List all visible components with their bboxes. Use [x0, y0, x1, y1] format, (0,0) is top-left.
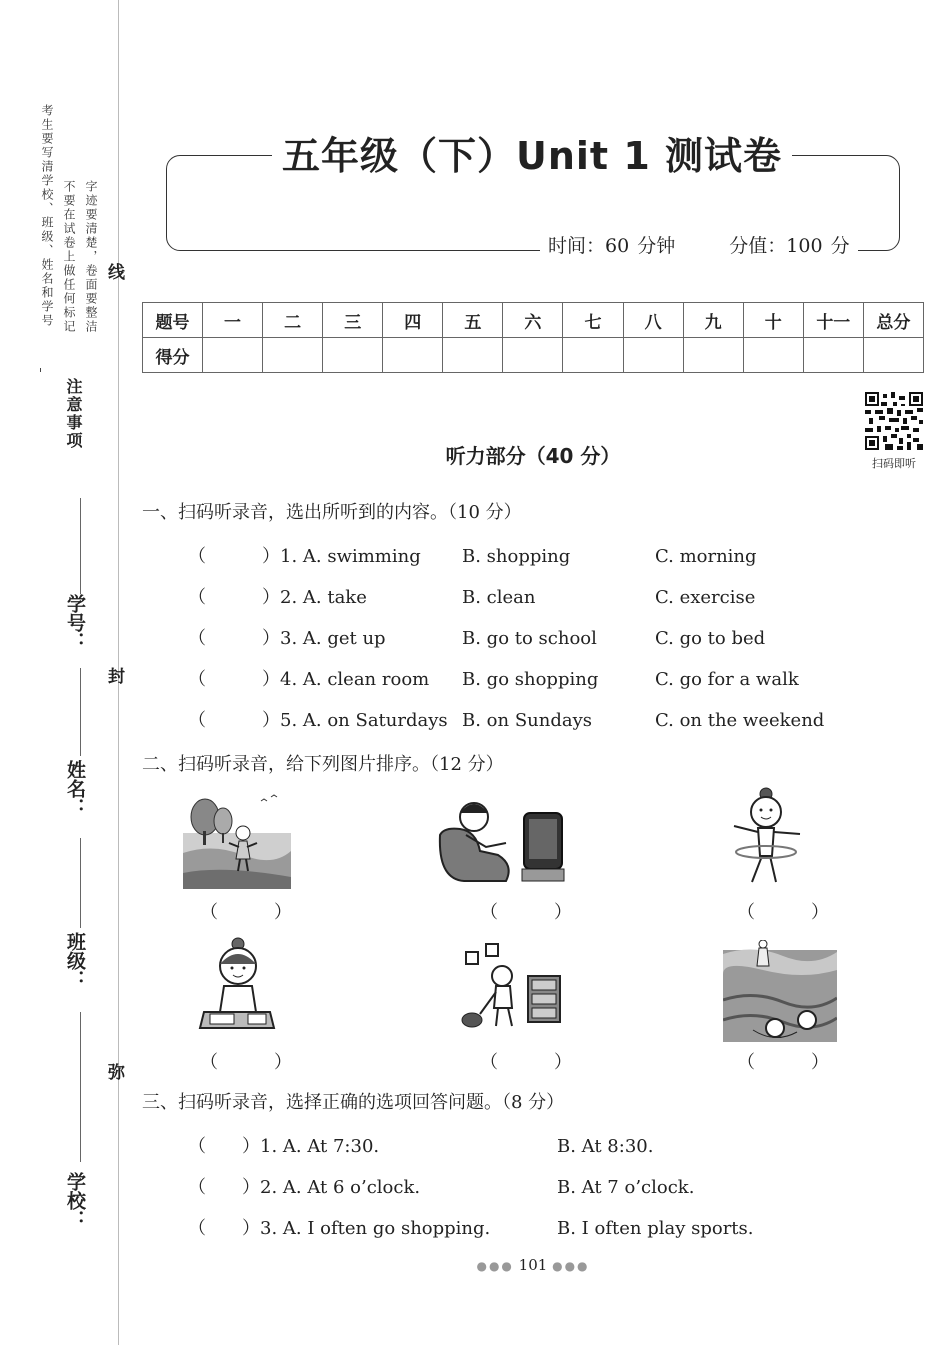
qr-label: 扫码即听: [872, 457, 916, 470]
part1-item-3: [188, 627, 766, 651]
paren-open: （: [200, 902, 218, 923]
part2-heading: [142, 750, 504, 776]
option-b: B. At 7 o’clock.: [557, 1177, 695, 1198]
paren-close: ）: [274, 1052, 292, 1073]
paren-open: （: [737, 902, 755, 923]
watch-tv-picture: [436, 795, 566, 883]
class-label: 班级：: [64, 932, 86, 989]
part1-item-5: [188, 709, 825, 733]
page-title: 五年级（下）Unit 1 测试卷: [272, 128, 792, 184]
option-c: C. on the weekend: [655, 710, 825, 731]
option-a: 4. A. clean room: [280, 669, 430, 690]
score-table-header-row: [143, 303, 924, 338]
picture-answer-1[interactable]: [200, 898, 292, 924]
score-table-col: 七: [563, 303, 623, 338]
page-number: 101: [518, 1256, 548, 1274]
answer-paren-open[interactable]: （: [188, 587, 206, 608]
cut-mark-feng: 封: [108, 667, 125, 687]
option-b: B. go to school: [462, 628, 597, 649]
score-cell[interactable]: [623, 338, 683, 373]
time-limit: 时间：60 分钟: [548, 235, 676, 257]
option-a: 5. A. on Saturdays: [280, 710, 448, 731]
page-dots-left-icon: ●●●: [476, 1259, 514, 1273]
page-number-footer: [0, 1256, 950, 1274]
paren-open: （: [737, 1052, 755, 1073]
part1-heading-text: 一、扫码听录音，选出所听到的内容。: [142, 502, 448, 523]
part2-points: （12 分）: [430, 754, 504, 775]
answer-paren-open[interactable]: （: [188, 710, 206, 731]
name-line[interactable]: [80, 668, 81, 756]
name-label: 姓名：: [64, 760, 86, 817]
score-table-col: 十一: [803, 303, 863, 338]
picture-answer-6[interactable]: [737, 1048, 829, 1074]
option-a: 1. A. At 7:30.: [260, 1136, 380, 1157]
option-c: C. exercise: [655, 587, 756, 608]
answer-paren-close: ）: [242, 1177, 260, 1198]
part2-heading-text: 二、扫码听录音，给下列图片排序。: [142, 754, 430, 775]
total-score: 分值：100 分: [729, 235, 850, 257]
answer-paren-close: ）: [262, 587, 280, 608]
part1-points: （10 分）: [448, 502, 522, 523]
part3-item-2: [188, 1176, 695, 1200]
part3-heading: [142, 1088, 564, 1114]
answer-paren-close: ）: [262, 669, 280, 690]
part3-heading-text: 三、扫码听录音，选择正确的选项回答问题。: [142, 1092, 502, 1113]
beach-swimming-picture: [723, 940, 837, 1042]
picture-answer-2[interactable]: [480, 898, 572, 924]
part1-item-2: [188, 586, 756, 610]
score-table-label: 题号: [143, 303, 203, 338]
paren-open: （: [480, 1052, 498, 1073]
notice-line-3: 字迹要清楚，卷面要整洁: [84, 180, 98, 334]
score-cell[interactable]: [803, 338, 863, 373]
option-a: 1. A. swimming: [280, 546, 421, 567]
answer-paren-close: ）: [262, 546, 280, 567]
score-table-col: 六: [503, 303, 563, 338]
option-a: 3. A. get up: [280, 628, 386, 649]
school-line[interactable]: [80, 1012, 81, 1162]
picture-answer-5[interactable]: [480, 1048, 572, 1074]
option-a: 3. A. I often go shopping.: [260, 1218, 491, 1239]
student-id-line[interactable]: [80, 498, 81, 594]
score-row-label: 得分: [143, 338, 203, 373]
paren-close: ）: [811, 1052, 829, 1073]
option-b: B. shopping: [462, 546, 571, 567]
option-c: C. morning: [655, 546, 757, 567]
cut-mark-xian: 线: [108, 263, 125, 283]
time-info: [540, 232, 858, 260]
part1-heading: [142, 498, 522, 524]
score-cell[interactable]: [443, 338, 503, 373]
option-b: B. clean: [462, 587, 536, 608]
paren-open: （: [200, 1052, 218, 1073]
score-cell[interactable]: [563, 338, 623, 373]
part1-item-1: [188, 545, 757, 569]
notice-divider: [40, 368, 41, 372]
paren-close: ）: [554, 902, 572, 923]
listening-section-title: 听力部分（40 分）: [445, 444, 621, 468]
part3-points: （8 分）: [502, 1092, 565, 1113]
score-cell[interactable]: [503, 338, 563, 373]
answer-paren-open[interactable]: （: [188, 546, 206, 567]
score-table-col: 九: [683, 303, 743, 338]
notice-line-2: 不要在试卷上做任何标记: [62, 180, 76, 334]
paren-close: ）: [274, 902, 292, 923]
option-b: B. At 8:30.: [557, 1136, 654, 1157]
option-b: B. I often play sports.: [557, 1218, 754, 1239]
score-table-col: 二: [263, 303, 323, 338]
answer-paren-close: ）: [242, 1136, 260, 1157]
paren-open: （: [480, 902, 498, 923]
score-cell[interactable]: [203, 338, 263, 373]
option-c: C. go for a walk: [655, 669, 799, 690]
student-id-label: 学号：: [64, 594, 86, 651]
picture-answer-3[interactable]: [737, 898, 829, 924]
score-cell[interactable]: [743, 338, 803, 373]
cut-mark-mi: 弥: [108, 1063, 125, 1083]
score-table-score-row: [143, 338, 924, 373]
part1-item-4: [188, 668, 799, 692]
score-table-col: 一: [203, 303, 263, 338]
answer-paren-open[interactable]: （: [188, 1218, 206, 1239]
score-cell[interactable]: [383, 338, 443, 373]
paren-close: ）: [811, 902, 829, 923]
answer-paren-open[interactable]: （: [188, 1136, 206, 1157]
exercise-picture: [728, 786, 804, 888]
option-a: 2. A. take: [280, 587, 367, 608]
notice-line-1: 考生要写清学校、班级、姓名和学号: [40, 104, 54, 328]
school-label: 学校：: [64, 1172, 86, 1229]
score-table: [142, 302, 924, 373]
answer-paren-close: ）: [262, 628, 280, 649]
score-cell[interactable]: [683, 338, 743, 373]
score-table-col: 三: [323, 303, 383, 338]
homework-picture: [198, 936, 276, 1034]
option-b: B. go shopping: [462, 669, 599, 690]
park-walk-picture: [183, 793, 291, 889]
part3-item-1: [188, 1135, 654, 1159]
notice-title: 注意事项: [64, 378, 83, 450]
clean-room-picture: [456, 940, 564, 1036]
answer-paren-close: ）: [262, 710, 280, 731]
score-cell[interactable]: [323, 338, 383, 373]
score-table-col: 四: [383, 303, 443, 338]
answer-paren-close: ）: [242, 1218, 260, 1239]
score-cell[interactable]: [863, 338, 923, 373]
answer-paren-open[interactable]: （: [188, 669, 206, 690]
score-table-col: 八: [623, 303, 683, 338]
option-b: B. on Sundays: [462, 710, 592, 731]
answer-paren-open[interactable]: （: [188, 628, 206, 649]
score-table-col: 五: [443, 303, 503, 338]
score-cell[interactable]: [263, 338, 323, 373]
page-dots-right-icon: ●●●: [552, 1259, 590, 1273]
class-line[interactable]: [80, 838, 81, 928]
score-table-col: 总分: [863, 303, 923, 338]
picture-answer-4[interactable]: [200, 1048, 292, 1074]
option-c: C. go to bed: [655, 628, 766, 649]
part3-item-3: [188, 1217, 754, 1241]
paren-close: ）: [554, 1052, 572, 1073]
score-table-col: 十: [743, 303, 803, 338]
answer-paren-open[interactable]: （: [188, 1177, 206, 1198]
option-a: 2. A. At 6 o’clock.: [260, 1177, 421, 1198]
